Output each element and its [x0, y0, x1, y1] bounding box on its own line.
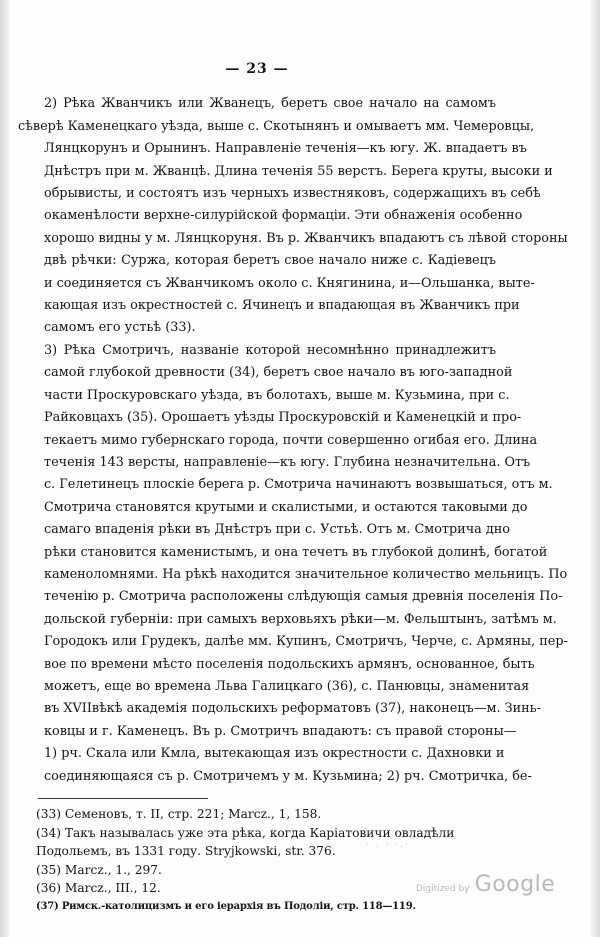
footnote-33: (33) Семеновъ, т. II, стр. 221; Marcz., 1, 158. [36, 807, 322, 821]
text-line: обрывисты, и состоятъ изъ черныхъ известняковъ, содержащихъ въ себѣ [44, 186, 541, 202]
text-line: 2) Рѣка Жванчикъ или Жванецъ, беретъ свое начало на самомъ [44, 96, 496, 112]
footnote-34-cont: Подольемъ, въ 1331 году. Stryjkowski, str. 376. [36, 844, 336, 858]
text-line: 3) Рѣка Смотричъ, названіе которой несомнѣнно принадлежитъ [44, 342, 496, 358]
footnote-35: (35) Marcz., 1., 297. [36, 862, 162, 877]
page-right-edge [590, 0, 600, 937]
paragraph-2 [18, 340, 568, 788]
page-number: — 23 — [225, 61, 289, 77]
footnotes [18, 805, 496, 916]
text-line: с. Гелетинецъ плоскіе берега р. Смотрича начинаютъ возвышаться, отъ м. [44, 477, 553, 493]
text-line: рѣки становится каменистымъ, и она течетъ въ глубокой долинѣ, богатой [44, 544, 548, 560]
text-line: въ XVIIвѣкѣ академія подольскихъ реформатовъ (37), наконецъ—м. Зинь- [44, 701, 541, 717]
text-line: каменоломнями. На рѣкѣ находится значительное количество мельницъ. По [44, 566, 568, 582]
google-watermark [416, 872, 555, 897]
text-line: самаго впаденія рѣки въ Днѣстръ при с. Устьѣ. Отъ м. Смотрича дно [44, 522, 510, 538]
text-line: Городокъ или Грудекъ, далѣе мм. Купинъ, Смотричъ, Черче, с. Армяны, пер- [44, 634, 568, 650]
text-line: самой глубокой древности (34), беретъ свое начало въ юго-западной [44, 365, 513, 381]
text-line: Райковцахъ (35). Орошаетъ уѣзды Проскуровскій и Каменецкій и про- [44, 410, 522, 426]
watermark-caption: Digitized by [416, 884, 470, 894]
text-line: текаетъ мимо губернскаго города, почти совершенно огибая его. Длина [44, 432, 538, 448]
text-line: можетъ, еще во времена Льва Галицкаго (36), с. Панювцы, знаменитая [44, 678, 530, 694]
page-left-edge [0, 0, 10, 937]
text-line: и соединяется съ Жванчикомъ около с. Княгинина, и—Ольшанка, выте- [44, 275, 535, 291]
text-line: 1) рч. Скала или Кмла, вытекающая изъ окрестности с. Дахновки и [44, 746, 505, 762]
footnote-34: (34) Такъ называлась уже эта рѣка, когда Каріатовичи овладѣли [36, 825, 455, 840]
text-line: окаменѣлости верхне-силурійской формаціи. Эти обнаженія особенно [44, 208, 523, 224]
text-line: Днѣстръ при м. Жванцѣ. Длина теченія 55 верстъ. Берега круты, высоки и [44, 163, 553, 179]
text-line: соединяющаяся съ р. Смотричемъ у м. Кузьмина; 2) рч. Смотричка, бе- [44, 768, 532, 784]
footnote-37: (37) Римск.-католицизмъ и его іерархія въ Подоліи, стр. 118—119. [36, 900, 416, 912]
text-line: хорошо видны у м. Лянцкоруня. Въ р. Жванчикъ впадаютъ съ лѣвой стороны [44, 230, 568, 246]
google-logo: Google [474, 872, 556, 897]
text-line: Смотрича становятся крутыми и скалистыми, и остаются таковыми до [44, 499, 528, 515]
text-line: ковцы и г. Каменецъ. Въ р. Смотричъ впадаютъ: съ правой стороны— [44, 723, 517, 739]
text-line: теченія 143 версты, направленіе—къ югу. Глубина незначительна. Отъ [44, 454, 531, 470]
faint-stamp: · . · ·.· [366, 840, 410, 850]
text-line: Лянцкорунъ и Орынинъ. Направленіе теченія—къ югу. Ж. впадаетъ въ [44, 141, 527, 157]
text-line: двѣ рѣчки: Суржа, которая беретъ свое начало ниже с. Кадіевецъ [44, 253, 496, 269]
text-line: вое по времени мѣсто поселенія подольскихъ армянъ, основанное, быть [44, 656, 535, 672]
text-line: самомъ его устьѣ (33). [44, 320, 196, 336]
text-line: части Проскуровскаго уѣзда, въ болотахъ, выше м. Кузьмина, при с. [44, 387, 510, 403]
text-line: сѣверѣ Каменецкаго уѣзда, выше с. Скотынянъ и омываетъ мм. Чемеровцы, [18, 118, 535, 134]
paragraph-1 [18, 93, 568, 339]
text-line: кающая изъ окрестностей с. Ячинецъ и впадающая въ Жванчикъ при [44, 298, 520, 314]
text-line: теченію р. Смотрича расположены слѣдующія самыя древнія поселенія По- [44, 589, 563, 605]
footnote-36: (36) Marcz., III., 12. [36, 881, 161, 895]
text-line: дольской губерніи: при самыхъ верховьяхъ рѣки—м. Фельштынъ, затѣмъ м. [44, 611, 557, 627]
footnote-divider [38, 798, 208, 799]
